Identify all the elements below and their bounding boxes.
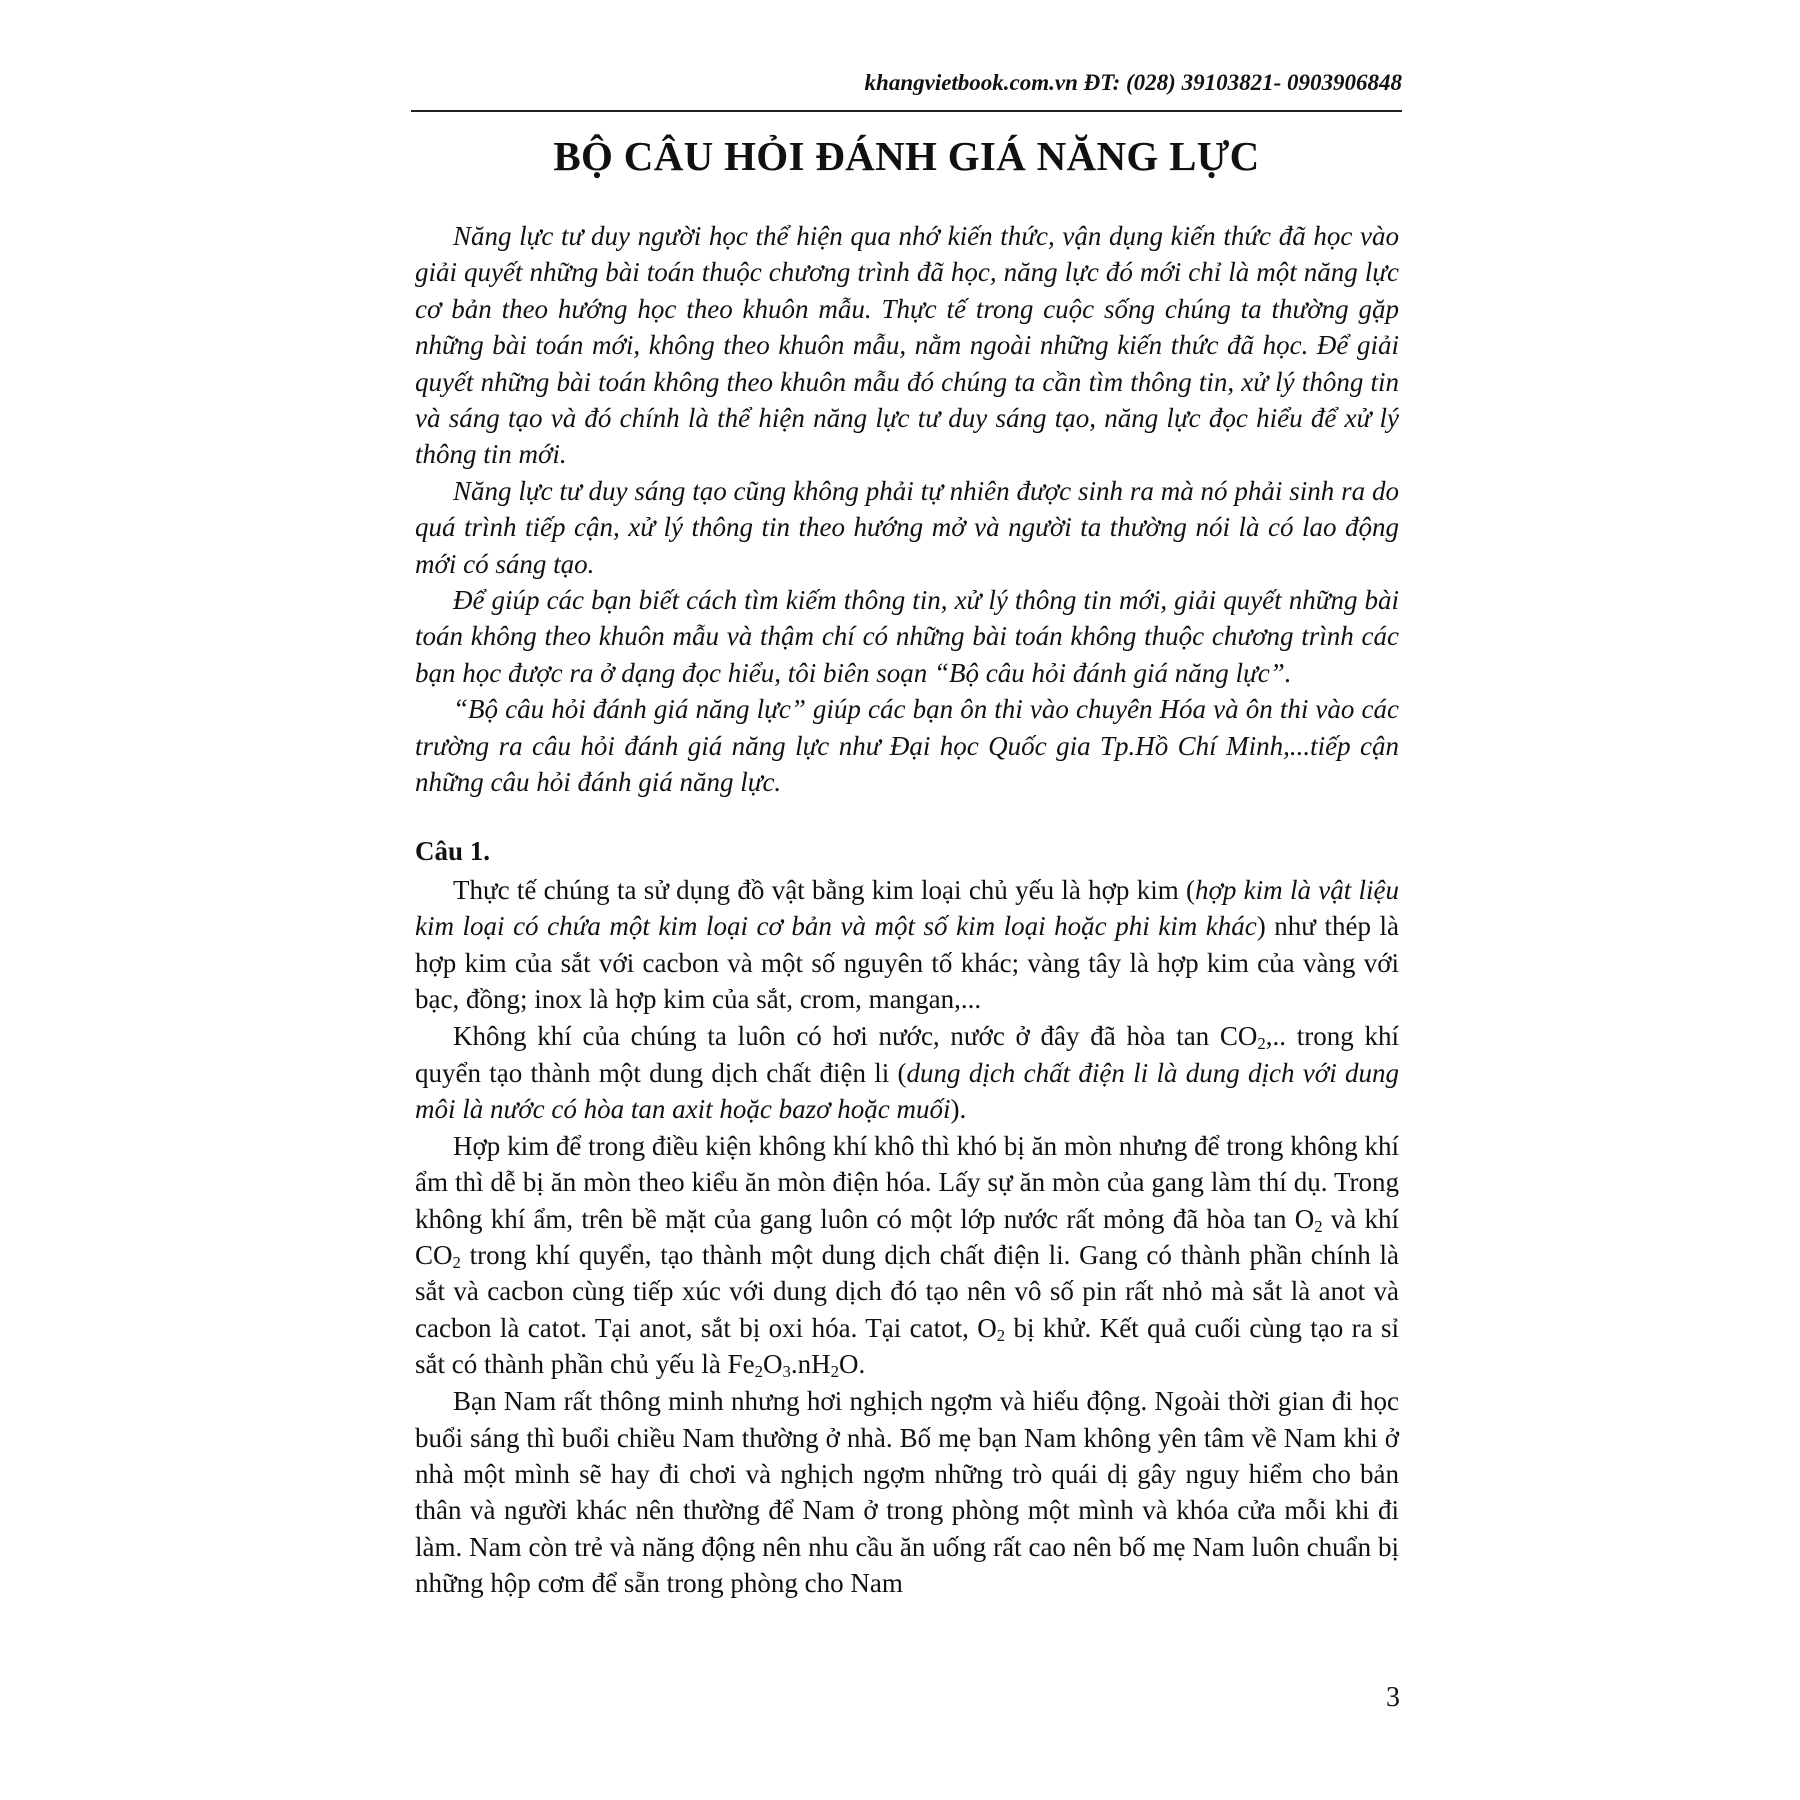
question-body (415, 872, 1399, 1602)
subscript: 2 (1314, 1216, 1323, 1236)
question-label: Câu 1. (415, 836, 491, 866)
page-title: BỘ CÂU HỎI ĐÁNH GIÁ NĂNG LỰC (553, 133, 1260, 179)
paragraph (415, 473, 1399, 582)
subscript: 2 (1257, 1034, 1266, 1054)
text-run: Năng lực tư duy người học thể hiện qua nhớ kiến thức, vận dụng kiến thức đã học vào giải quyết những bài toán thuộc chương trình đã học, năng lực đó mới chỉ là một năng lực cơ bản theo hướng học theo khuôn mẫu. Thực tế trong cuộc sống chúng ta thường gặp những bài toán mới, không theo khuôn mẫu, nằm ngoài những kiến thức đã học. Để giải quyết những bài toán không theo khuôn mẫu đó chúng ta cần tìm thông tin, xử lý thông tin và sáng tạo và đó chính là thể hiện năng lực tư duy sáng tạo, năng lực đọc hiểu để xử lý thông tin mới. (415, 221, 1399, 470)
page-number: 3 (1386, 1682, 1400, 1713)
paragraph (415, 218, 1399, 473)
subscript: 2 (452, 1253, 461, 1273)
text-run: Năng lực tư duy sáng tạo cũng không phải tự nhiên được sinh ra mà nó phải sinh ra do quá trình tiếp cận, xử lý thông tin theo hướng mở và người ta thường nói là có lao động mới có sáng tạo. (415, 475, 1399, 579)
intro-section (415, 218, 1399, 801)
paragraph (415, 872, 1399, 1018)
text-run: Bạn Nam rất thông minh nhưng hơi nghịch ngợm và hiếu động. Ngoài thời gian đi học buổi sáng thì buổi chiều Nam thường ở nhà. Bố mẹ bạn Nam không yên tâm về Nam khi ở nhà một mình sẽ hay đi chơi và nghịch ngợm những trò quái dị gây nguy hiểm cho bản thân và người khác nên thường để Nam ở trong phòng một mình và khóa cửa mỗi khi đi làm. Nam còn trẻ và năng động nên nhu cầu ăn uống rất cao nên bố mẹ Nam luôn chuẩn bị những hộp cơm để sẵn trong phòng cho Nam (415, 1386, 1399, 1599)
header-rule (411, 110, 1402, 112)
text-run: Để giúp các bạn biết cách tìm kiếm thông tin, xử lý thông tin mới, giải quyết những bài toán không theo khuôn mẫu và thậm chí có những bài toán không thuộc chương trình các bạn học được ra ở dạng đọc hiểu, tôi biên soạn “Bộ câu hỏi đánh giá năng lực”. (415, 585, 1399, 688)
running-header: khangvietbook.com.vn ĐT: (028) 39103821- 0903906848 (864, 70, 1402, 95)
text-run: dung dịch chất điện li là dung dịch với dung môi là nước có hòa tan axit hoặc bazơ hoặc muối (415, 1057, 1399, 1124)
subscript: 2 (996, 1326, 1006, 1346)
paragraph (415, 1018, 1399, 1127)
text-run: ) như thép là hợp kim của sắt với cacbon và một số nguyên tố khác; vàng tây là hợp kim của vàng với bạc, đồng; inox là hợp kim của sắt, crom, mangan,... (415, 911, 1399, 1015)
text-run: bị khử. Kết quả cuối cùng tạo ra sỉ sắt có thành phần chủ yếu là Fe (415, 1312, 1400, 1380)
paragraph (415, 582, 1399, 691)
text-run: và khí CO (415, 1203, 1399, 1271)
text-run: “Bộ câu hỏi đánh giá năng lực” giúp các bạn ôn thi vào chuyên Hóa và ôn thi vào các trường ra câu hỏi đánh giá năng lực như Đại học Quốc gia Tp.Hồ Chí Minh,...tiếp cận những câu hỏi đánh giá năng lực. (415, 694, 1399, 798)
text-run: ,.. trong khí quyển tạo thành một dung dịch chất điện li ( (415, 1021, 1400, 1088)
text-run: ). (950, 1093, 967, 1124)
text-run: O (763, 1349, 783, 1380)
text-run: Thực tế chúng ta sử dụng đồ vật bằng kim loại chủ yếu là hợp kim ( (453, 875, 1195, 905)
text-run: trong khí quyển, tạo thành một dung dịch chất điện li. Gang có thành phần chính là sắt và cacbon cùng tiếp xúc với dung dịch đó tạo nên vô số pin rất nhỏ mà sắt là anot và cacbon là catot. Tại anot, sắt bị oxi hóa. Tại catot, O (415, 1240, 1399, 1343)
paragraph (415, 1383, 1399, 1601)
text-run: .nH (790, 1349, 831, 1380)
text-run: Không khí của chúng ta luôn có hơi nước, nước ở đây đã hòa tan CO (453, 1021, 1258, 1052)
text-run: Hợp kim để trong điều kiện không khí khô thì khó bị ăn mòn nhưng để trong không khí ẩm thì dễ bị ăn mòn theo kiểu ăn mòn điện hóa. Lấy sự ăn mòn của gang làm thí dụ. Trong không khí ẩm, trên bề mặt của gang luôn có một lớp nước rất mỏng đã hòa tan O (415, 1130, 1399, 1234)
text-run: hợp kim là vật liệu kim loại có chứa một kim loại cơ bản và một số kim loại hoặc phi kim khác (415, 875, 1399, 942)
paragraph (415, 1128, 1399, 1383)
text-run: O. (839, 1349, 866, 1380)
subscript: 2 (754, 1362, 764, 1382)
subscript: 2 (830, 1362, 840, 1382)
paragraph (415, 691, 1399, 800)
subscript: 3 (782, 1362, 791, 1382)
